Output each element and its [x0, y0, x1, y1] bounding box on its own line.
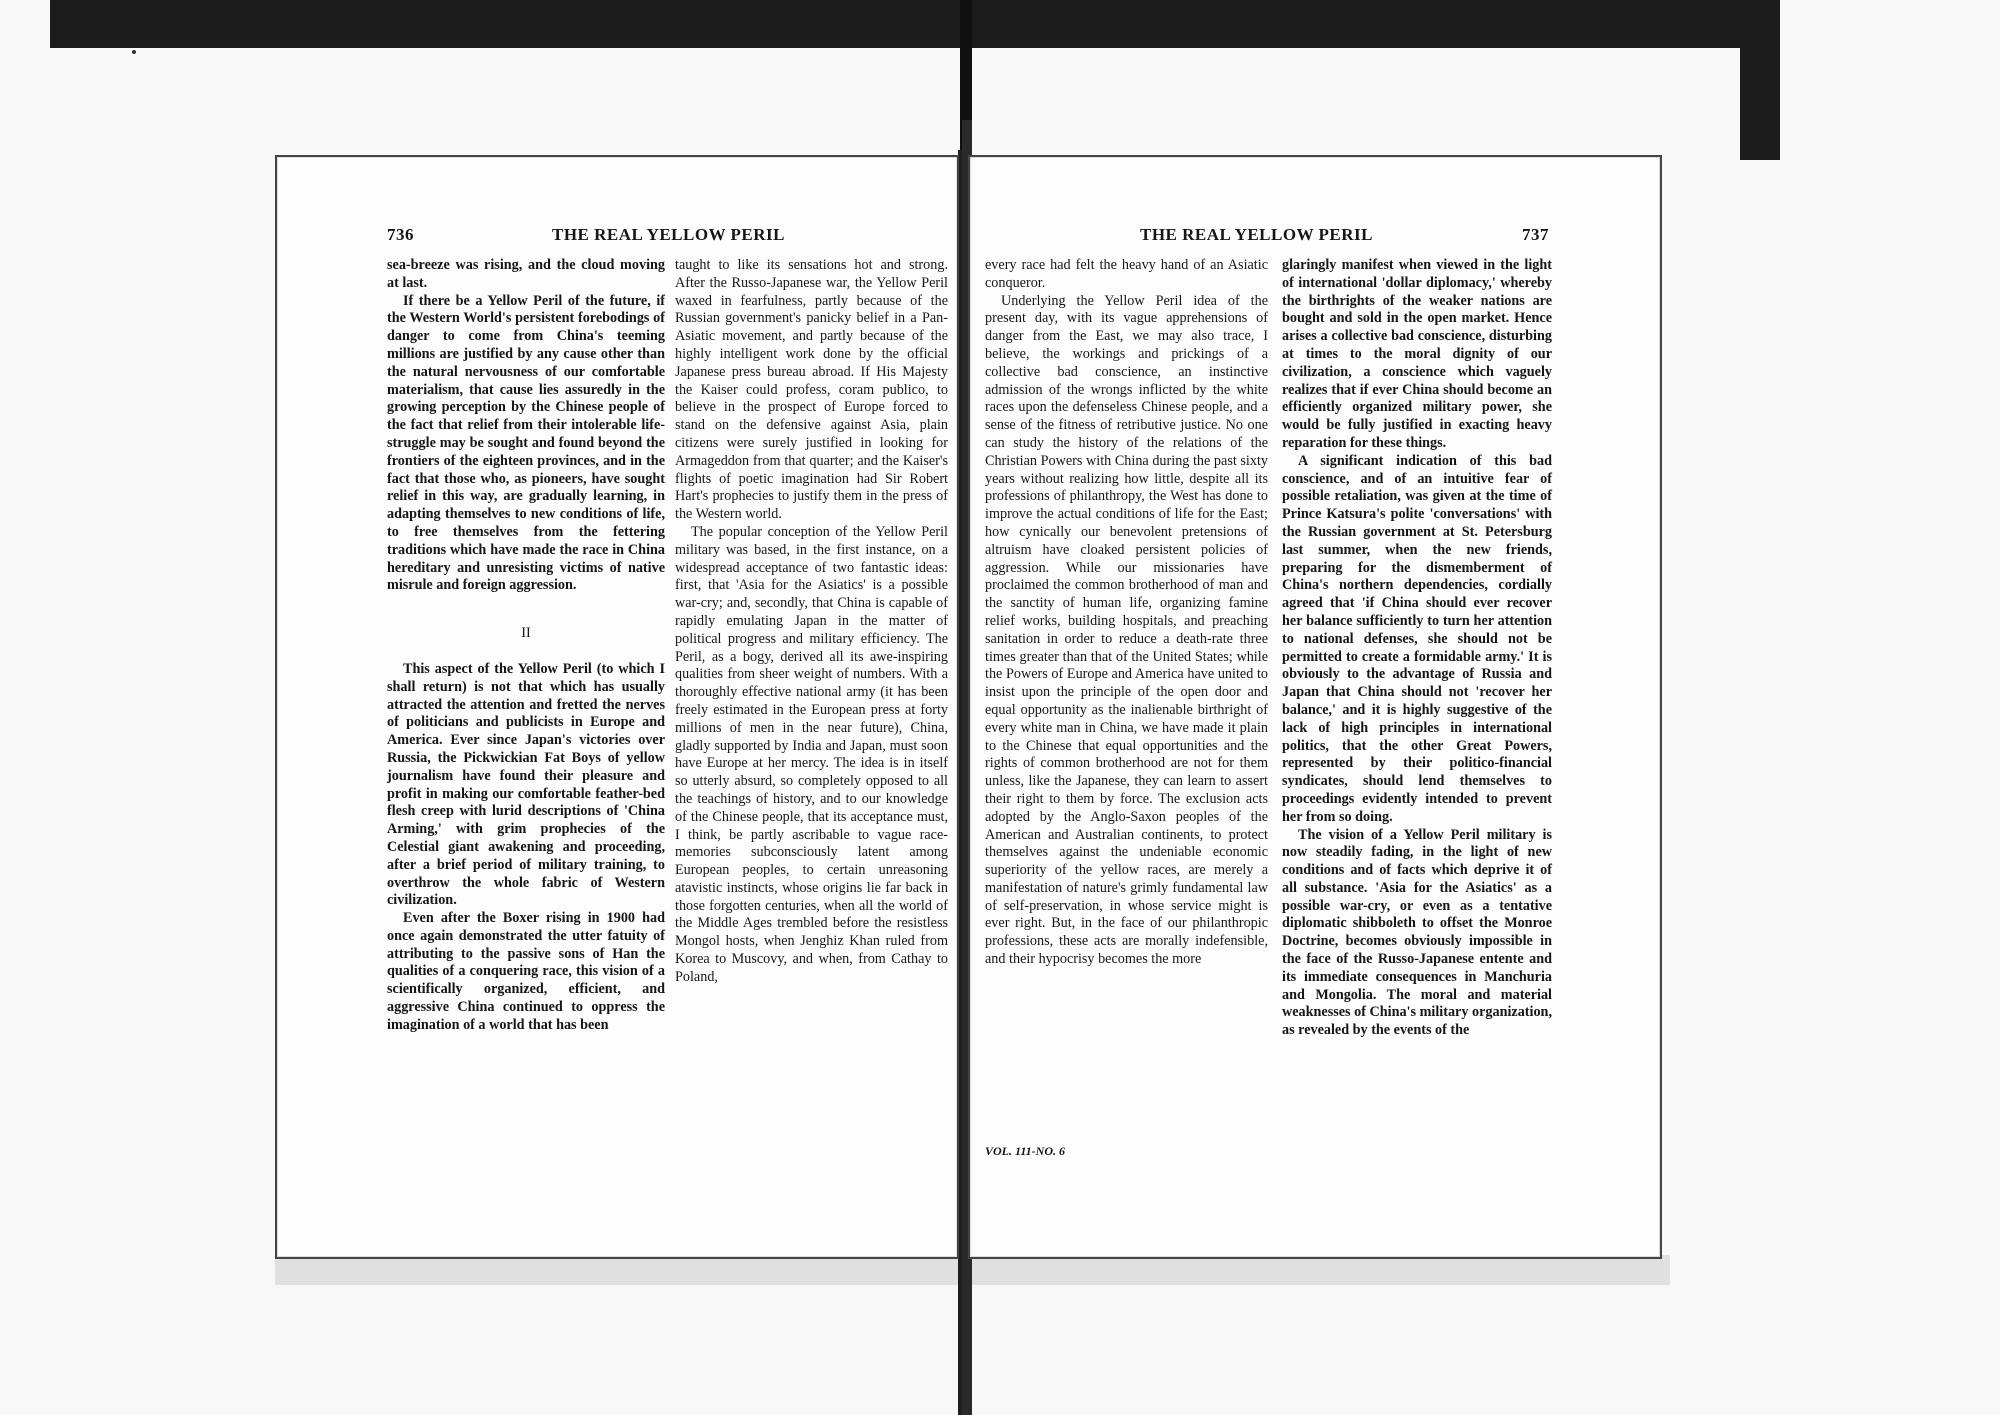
left-running-head: THE REAL YELLOW PERIL: [552, 225, 785, 244]
paragraph: If there be a Yellow Peril of the future, if the Western World's persistent forebodings of danger to come from China's teeming millions are justified by any cause other than the natural nervousness of our comfortable materialism, that cause lies assuredly in the growing perception by the Chinese people of the fact that relief from their intolerable life-struggle may be sought and found beyond the frontiers of the eighteen provinces, and in the fact that those who, as pioneers, have sought relief in this way, are gradually learning, in adapting themselves to new conditions of life, to free themselves from the fettering traditions which have made the race in China hereditary and unresisting victims of native misrule and foreign aggression.: [387, 292, 665, 594]
scan-speck: [132, 50, 136, 54]
scan-dark-edge-right: [1740, 0, 1780, 160]
scan-dark-edge-top: [50, 0, 1780, 48]
right-page-number: 737: [1522, 225, 1549, 244]
paragraph: glaringly manifest when viewed in the light of international 'dollar diplomacy,' whereby the birthrights of the weaker nations are bought and sold in the open market. Hence arises a collective bad conscience, disturbing at times to the moral dignity of our civilization, a conscience which vaguely realizes that if ever China should become an efficiently organized military power, she would be fully justified in exacting heavy reparation for these things.: [1282, 257, 1552, 451]
signature-mark: VOL. 111-NO. 6: [985, 1144, 1066, 1158]
paragraph: Underlying the Yellow Peril idea of the present day, with its vague apprehensions of danger from the East, we may also trace, I believe, the workings and prickings of a collective bad conscience, an instinctive admission of the wrongs inflicted by the white races upon the defenseless Chinese people, and a sense of the fitness of retributive justice. No one can study the history of the relations of the Christian Powers with China during the past sixty years without realizing how little, despite all its professions of philanthropy, the West has done to improve the actual conditions of life for the East; how cynically our benevolent pretensions of altruism have cloaked persistent policies of aggression. While our missionaries have proclaimed the common brotherhood of man and the sanctity of human life, organizing famine relief works, building hospitals, and preaching sanitation in order to reduce a death-rate three times greater than that of the United States; while the Powers of Europe and America have united to insist upon the principle of the open door and equal opportunity as the inalienable birthright of every white man in China, we have made it plain to the Chinese that equal opportunities and the rights of common brotherhood are not for them unless, like the Japanese, they can learn to assert their right to them by force. The exclusion acts adopted by the Anglo-Saxon peoples of the American and Australian continents, to protect themselves against the undeniable economic superiority of the yellow races, are merely a manifestation of nature's grimly fundamental law of self-preservation, in whose service might is ever right. But, in the face of our philanthropic professions, these acts are morally indefensible, and their hypocrisy becomes the more: [985, 292, 1268, 968]
left-page: [275, 155, 959, 1259]
right-running-head: THE REAL YELLOW PERIL: [1140, 225, 1373, 244]
paragraph: Even after the Boxer rising in 1900 had once again demonstrated the utter fatuity of attributing to the passive sons of Han the qualities of a conquering race, this vision of a scientifically organized, efficient, and aggressive China continued to oppress the imagination of a world that has been: [387, 910, 665, 1033]
paragraph: A significant indication of this bad conscience, and of an intuitive fear of possible retaliation, was given at the time of Prince Katsura's polite 'conversations' with the Russian government at St. Petersburg last summer, when the new friends, preparing for the dismemberment of China's northern dependencies, cordially agreed that 'if China should ever recover her balance sufficiently to turn her attention to national defenses, she should not be permitted to create a formidable army.' It is obviously to the advantage of Russia and Japan that China should not 'recover her balance,' and it is highly suggestive of the lack of high principles in international politics, that the other Great Powers, represented by their politico-financial syndicates, should lend themselves to proceedings evidently intended to prevent her from so doing.: [1282, 452, 1552, 825]
book-bottom-shadow: [275, 1255, 1670, 1285]
left-page-number: 736: [387, 225, 414, 244]
right-column-2: [1282, 257, 1552, 1040]
paragraph: This aspect of the Yellow Peril (to which I shall return) is not that which has usually attracted the attention and fretted the nerves of politicians and publicists in Europe and America. Ever since Japan's victories over Russia, the Pickwickian Fat Boys of yellow journalism have found their pleasure and profit in making our comfortable feather-bed flesh creep with lurid descriptions of 'China Arming,' with grim prophecies of the Celestial giant awakening and proceeding, after a brief period of military training, to overthrow the whole fabric of Western civilization.: [387, 660, 665, 909]
right-page: [968, 155, 1662, 1259]
section-heading: II: [521, 625, 531, 642]
paragraph: taught to like its sensations hot and strong. After the Russo-Japanese war, the Yellow Peril waxed in fearfulness, partly because of the Russian government's panicky belief in a Pan-Asiatic movement, and partly because of the highly intelligent work done by the official Japanese press bureau abroad. If His Majesty the Kaiser could profess, coram publico, to believe in the prospect of Europe forced to stand on the defensive against Asia, plain citizens were surely justified in looking for Armageddon from that quarter; and the Kaiser's flights of poetic imagination had Sir Robert Hart's prophecies to justify them in the press of the Western world.: [675, 257, 948, 523]
paragraph: The popular conception of the Yellow Peril military was based, in the first instance, on a widespread acceptance of two fantastic ideas: first, that 'Asia for the Asiatics' is a possible war-cry; and, secondly, that China is capable of rapidly emulating Japan in the matter of political progress and military efficiency. The Peril, as a bogy, derived all its awe-inspiring qualities from sheer weight of numbers. With a thoroughly effective national army (it has been freely estimated in the European press at forty millions of men in the near future), China, gladly supported by India and Japan, must soon have Europe at her mercy. The idea is in itself so utterly absurd, so completely opposed to all the teachings of history, and to our knowledge of the Chinese people, that its acceptance must, I think, be partly ascribable to vague race-memories subconsciously latent among European peoples, to certain unreasoning atavistic instincts, whose origins lie far back in those forgotten centuries, when all the world of the Middle Ages trembled before the resistless Mongol hosts, when Jenghiz Khan ruled from Korea to Muscovy, and when, from Cathay to Poland,: [675, 523, 948, 985]
paragraph: The vision of a Yellow Peril military is now steadily fading, in the light of new conditions and of facts which deprive it of all substance. 'Asia for the Asiatics' as a possible war-cry, or even as a tentative diplomatic shibboleth to offset the Monroe Doctrine, becomes obviously impossible in the face of the Russo-Japanese entente and its immediate consequences in Manchuria and Mongolia. The moral and material weaknesses of China's military organization, as revealed by the events of the: [1282, 826, 1552, 1039]
paragraph: sea-breeze was rising, and the cloud moving at last.: [387, 257, 665, 291]
paragraph: every race had felt the heavy hand of an Asiatic conqueror.: [985, 257, 1268, 291]
right-column-1: [985, 257, 1268, 969]
left-column-2: [675, 257, 948, 987]
left-column-1: [387, 257, 665, 1035]
